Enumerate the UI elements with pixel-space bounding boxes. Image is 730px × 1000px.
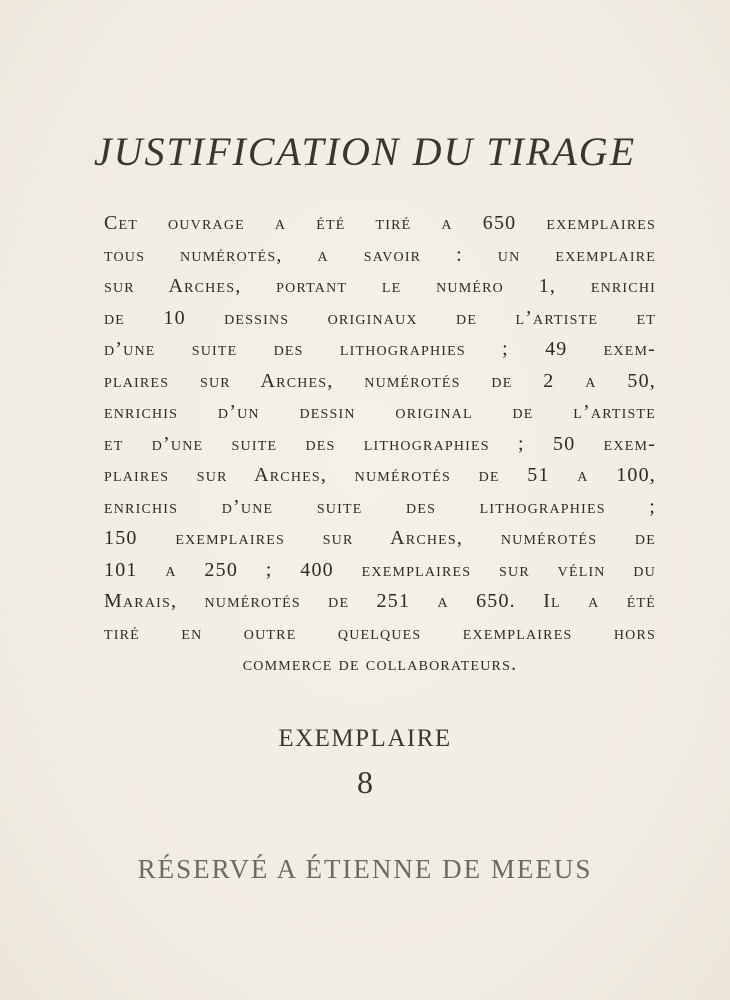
colophon-line: tous numérotés, a savoir : un exemplaire	[104, 243, 656, 266]
colophon-line: commerce de collaborateurs.	[242, 653, 518, 675]
colophon-line: de 10 dessins originaux de l’artiste et	[104, 306, 656, 329]
colophon-line: et d’une suite des lithographies ; 50 exem-	[104, 432, 656, 455]
colophon-line: sur Arches, portant le numéro 1, enrichi	[104, 275, 656, 297]
exemplaire-number: 8	[357, 764, 373, 800]
colophon-line: Cet ouvrage a été tiré a 650 exemplaires	[104, 212, 656, 234]
colophon-line: tiré en outre quelques exemplaires hors	[104, 621, 656, 644]
dedication-line: RÉSERVÉ A ÉTIENNE DE MEEUS	[137, 854, 593, 884]
page-title: JUSTIFICATION DU TIRAGE	[93, 129, 637, 174]
exemplaire-label: EXEMPLAIRE	[278, 725, 452, 752]
colophon-line: plaires sur Arches, numérotés de 51 a 100,	[104, 464, 656, 486]
colophon-line: enrichis d’un dessin original de l’artiste	[104, 401, 656, 423]
colophon-line: enrichis d’une suite des lithographies ;	[104, 495, 656, 518]
colophon-line: 150 exemplaires sur Arches, numérotés de	[104, 527, 656, 549]
colophon-line: Marais, numérotés de 251 a 650. Il a été	[104, 590, 656, 612]
colophon-text	[104, 208, 656, 681]
colophon-line: plaires sur Arches, numérotés de 2 a 50,	[104, 369, 656, 392]
colophon-line: 101 a 250 ; 400 exemplaires sur vélin du	[104, 558, 656, 581]
colophon-line: d’une suite des lithographies ; 49 exem-	[104, 338, 656, 360]
